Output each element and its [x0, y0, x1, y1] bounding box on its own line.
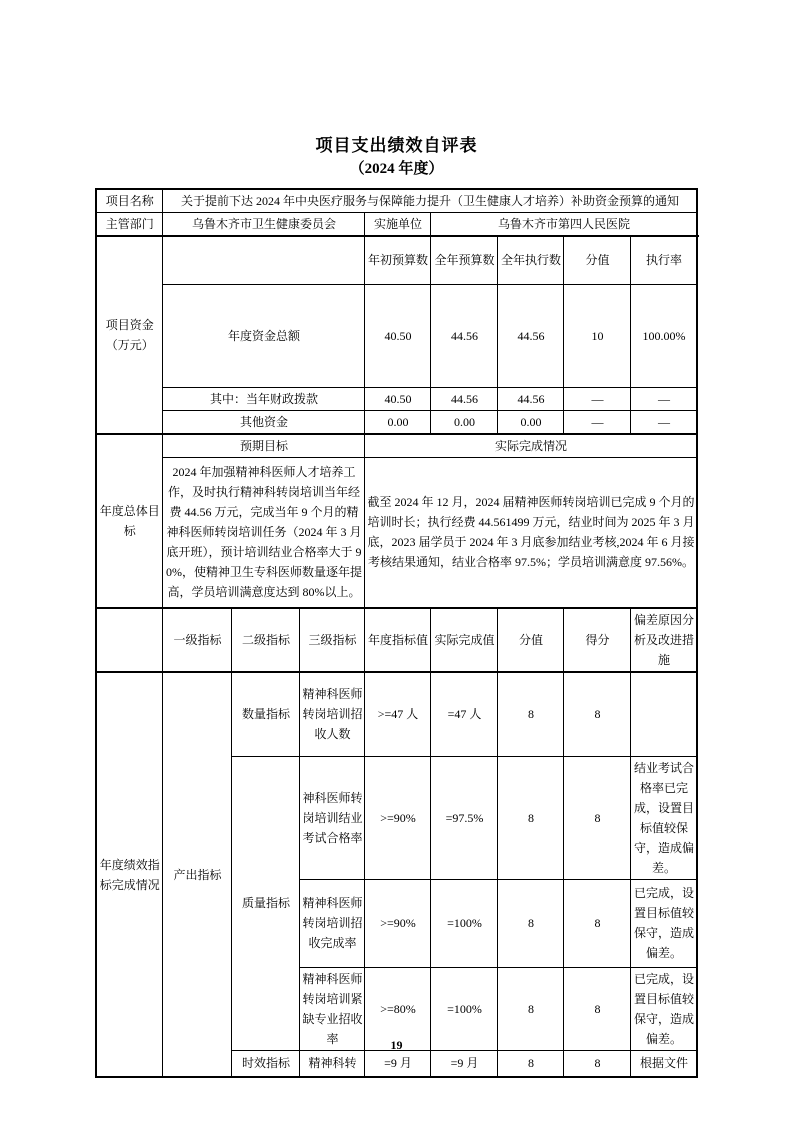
- indicator-col-target: 年度指标值: [365, 608, 431, 672]
- funding-row-label: 年度资金总额: [163, 284, 365, 387]
- funding-cell: 44.56: [431, 284, 498, 387]
- indicator-col-score: 得分: [564, 608, 631, 672]
- goal-expected-header: 预期目标: [163, 434, 365, 458]
- indicator-col-level2: 二级指标: [232, 608, 300, 672]
- funding-cell: 40.50: [365, 284, 431, 387]
- indicator-target: =9 月: [365, 1050, 431, 1077]
- indicator-level3: 神科医师转岗培训结业考试合格率: [300, 756, 365, 879]
- project-name-value: 关于提前下达 2024 年中央医疗服务与保障能力提升（卫生健康人才培养）补助资金预算的通知: [163, 189, 697, 213]
- funding-cell: 44.56: [498, 284, 564, 387]
- indicator-level2: 时效指标: [232, 1050, 300, 1077]
- funding-row-total: [96, 284, 697, 387]
- indicator-blank-cell: [96, 608, 163, 672]
- project-name-label: 项目名称: [96, 189, 163, 213]
- indicator-actual: =9 月: [431, 1050, 498, 1077]
- funding-cell: 100.00%: [631, 284, 697, 387]
- indicator-score: 8: [564, 756, 631, 879]
- indicator-deviation: 已完成，设置目标值较保守，造成偏差。: [631, 879, 697, 967]
- funding-cell: 40.50: [365, 387, 431, 410]
- funding-section-label: 项目资金（万元）: [96, 236, 163, 434]
- funding-cell: 44.56: [431, 387, 498, 410]
- department-row: [96, 213, 697, 237]
- goal-body-row: [96, 457, 697, 608]
- indicator-level2: 数量指标: [232, 672, 300, 756]
- funding-col-annual-exec: 全年执行数: [498, 236, 564, 284]
- indicator-level2: 质量指标: [232, 756, 300, 1050]
- indicator-col-level3: 三级指标: [300, 608, 365, 672]
- funding-blank-cell: [163, 236, 365, 284]
- dept-value: 乌鲁木齐市卫生健康委员会: [163, 213, 365, 237]
- indicator-target: >=90%: [365, 879, 431, 967]
- indicator-target: >=80%: [365, 967, 431, 1050]
- funding-cell: 0.00: [431, 410, 498, 434]
- funding-col-exec-rate: 执行率: [631, 236, 697, 284]
- indicator-col-actual: 实际完成值: [431, 608, 498, 672]
- self-evaluation-table: [95, 188, 698, 1078]
- indicator-actual: =100%: [431, 967, 498, 1050]
- funding-cell: 10: [564, 284, 631, 387]
- funding-row-other: [96, 410, 697, 434]
- document-subtitle: （2024 年度）: [349, 161, 444, 177]
- funding-cell: —: [631, 410, 697, 434]
- indicator-score: 8: [564, 1050, 631, 1077]
- indicator-level3: 精神科转: [300, 1050, 365, 1077]
- indicator-section-label: 年度绩效指标完成情况: [96, 672, 163, 1077]
- indicator-actual: =47 人: [431, 672, 498, 756]
- page-number: 19: [390, 1038, 403, 1052]
- indicator-target: >=90%: [365, 756, 431, 879]
- indicator-score: 8: [564, 967, 631, 1050]
- indicator-level3: 精神科医师转岗培训招收完成率: [300, 879, 365, 967]
- indicator-points: 8: [498, 1050, 564, 1077]
- indicator-score: 8: [564, 879, 631, 967]
- indicator-col-points: 分值: [498, 608, 564, 672]
- goal-header-row: [96, 434, 697, 458]
- indicator-level3: 精神科医师转岗培训紧缺专业招收率: [300, 967, 365, 1050]
- indicator-col-deviation: 偏差原因分析及改进措施: [631, 608, 697, 672]
- indicator-actual: =97.5%: [431, 756, 498, 879]
- indicator-points: 8: [498, 879, 564, 967]
- indicator-level1-output: 产出指标: [163, 672, 232, 1077]
- indicator-points: 8: [498, 672, 564, 756]
- indicator-points: 8: [498, 756, 564, 879]
- funding-col-points: 分值: [564, 236, 631, 284]
- indicator-deviation: 已完成，设置目标值较保守，造成偏差。: [631, 967, 697, 1050]
- goal-expected-text: 2024 年加强精神科医师人才培养工作，及时执行精神科转岗培训当年经费 44.56 万元，完成当年 9 个月的精神科医师转岗培训任务（2024 年 3 月底开班），预计培训结业合格率大于 90%，使精神卫生专科医师数量逐年提高，学员培训满意度达到 80%以上。: [163, 457, 365, 608]
- funding-cell: 0.00: [365, 410, 431, 434]
- indicator-col-level1: 一级指标: [163, 608, 232, 672]
- funding-cell: —: [564, 410, 631, 434]
- funding-row-fiscal: [96, 387, 697, 410]
- document-title: 项目支出绩效自评表: [315, 136, 478, 155]
- indicator-points: 8: [498, 967, 564, 1050]
- funding-cell: 0.00: [498, 410, 564, 434]
- dept-label: 主管部门: [96, 213, 163, 237]
- funding-row-label: 其他资金: [163, 410, 365, 434]
- indicator-deviation: 结业考试合格率已完成，设置目标值较保守，造成偏差。: [631, 756, 697, 879]
- indicator-header-row: [96, 608, 697, 672]
- indicator-score: 8: [564, 672, 631, 756]
- funding-col-annual-budget: 全年预算数: [431, 236, 498, 284]
- funding-cell: —: [631, 387, 697, 410]
- goal-actual-header: 实际完成情况: [365, 434, 697, 458]
- project-name-row: [96, 189, 697, 213]
- indicator-deviation: 根据文件: [631, 1050, 697, 1077]
- funding-col-initial-budget: 年初预算数: [365, 236, 431, 284]
- funding-cell: 44.56: [498, 387, 564, 410]
- funding-header-row: [96, 236, 697, 284]
- indicator-actual: =100%: [431, 879, 498, 967]
- funding-cell: —: [564, 387, 631, 410]
- impl-unit-label: 实施单位: [365, 213, 431, 237]
- goal-section-label: 年度总体目标: [96, 434, 163, 609]
- indicator-deviation: [631, 672, 697, 756]
- indicator-level3: 精神科医师转岗培训招收人数: [300, 672, 365, 756]
- funding-row-label: 其中：当年财政拨款: [163, 387, 365, 410]
- indicator-row-quantity: [96, 672, 697, 756]
- indicator-target: >=47 人: [365, 672, 431, 756]
- impl-unit-value: 乌鲁木齐市第四人民医院: [431, 213, 697, 237]
- goal-actual-text: 截至 2024 年 12 月，2024 届精神医师转岗培训已完成 9 个月的培训时长；执行经费 44.561499 万元，结业时间为 2025 年 3 月底，2023 届学员于 2024 年 3 月底参加结业考核,2024 年 6 月接考核结果通知，结业合格率 97.5%；学员培训满意度 97.56%。: [365, 457, 697, 608]
